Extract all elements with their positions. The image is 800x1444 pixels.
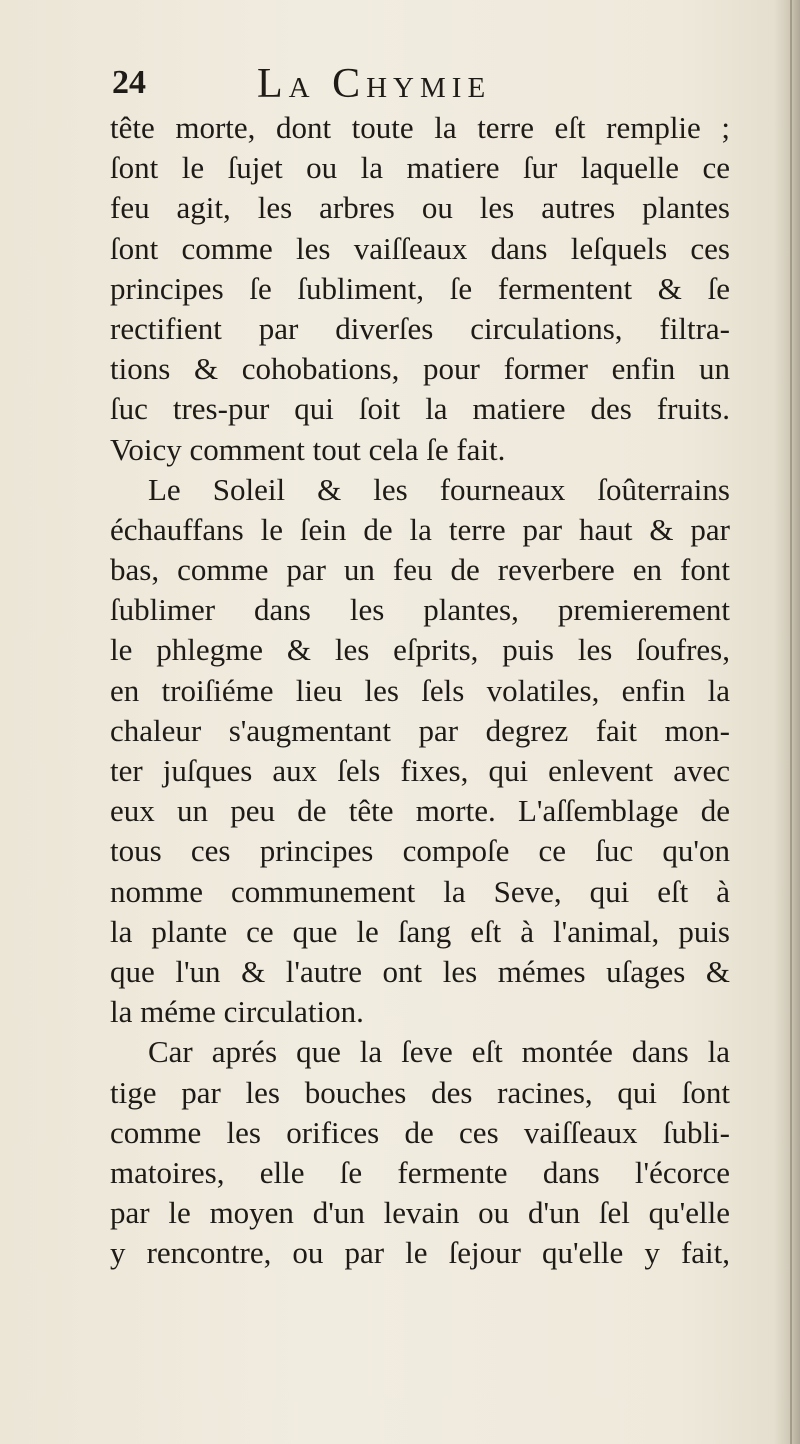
paragraph-start-line: Le Soleil & les fourneaux ſoûterrains: [148, 471, 730, 507]
text-line: ter juſques aux ſels fixes, qui enlevent avec: [110, 753, 730, 788]
text-line: tige par les bouches des racines, qui ſont: [110, 1074, 730, 1110]
text-line: Voicy comment tout cela ſe fait.: [110, 431, 506, 467]
text-line: feu agit, les arbres ou les autres plantes: [110, 190, 730, 226]
text-line: par le moyen d'un levain ou d'un ſel qu'elle: [110, 1195, 730, 1231]
paragraph-start-line: Car aprés que la ſeve eſt montée dans la: [148, 1034, 730, 1070]
text-line: tête morte, dont toute la terre eſt remplie ;: [110, 110, 730, 145]
text-line: ſont le ſujet ou la matiere ſur laquelle ce: [110, 150, 730, 186]
text-line: le phlegme & les eſprits, puis les ſoufres,: [110, 632, 730, 668]
running-title: La Chymie: [257, 61, 492, 107]
text-line: matoires, elle ſe fermente dans l'écorce: [110, 1154, 730, 1190]
page-edge-line: [790, 0, 792, 1444]
text-line: eux un peu de tête morte. L'aſſemblage de: [110, 793, 730, 829]
text-line: la méme circulation.: [110, 994, 364, 1030]
text-line: chaleur s'augmentant par degrez fait mon-: [110, 712, 730, 748]
text-line: y rencontre, ou par le ſejour qu'elle y fait,: [110, 1235, 730, 1271]
text-line: comme les orifices de ces vaiſſeaux ſubli-: [110, 1114, 730, 1150]
body-text: [110, 108, 730, 1273]
page-edge-shadow: [774, 0, 800, 1444]
text-line: ſont comme les vaiſſeaux dans leſquels ces: [110, 230, 730, 266]
text-line: que l'un & l'autre ont les mémes uſages &: [110, 953, 730, 989]
text-line: nomme communement la Seve, qui eſt à: [110, 873, 730, 909]
text-line: échauffans le ſein de la terre par haut & par: [110, 511, 730, 547]
text-line: ſuc tres-pur qui ſoit la matiere des fruits.: [110, 391, 730, 427]
text-line: principes ſe ſubliment, ſe fermentent & ſe: [110, 270, 730, 306]
text-line: bas, comme par un feu de reverbere en font: [110, 552, 730, 588]
text-line: tous ces principes compoſe ce ſuc qu'on: [110, 833, 730, 869]
page-number: 24: [112, 64, 146, 101]
text-line: tions & cohobations, pour former enfin un: [110, 351, 730, 387]
text-line: la plante ce que le ſang eſt à l'animal, puis: [110, 913, 730, 949]
text-line: en troiſiéme lieu les ſels volatiles, enfin la: [110, 672, 730, 708]
text-line: rectifient par diverſes circulations, filtra-: [110, 310, 730, 346]
text-line: ſublimer dans les plantes, premierement: [110, 592, 730, 628]
